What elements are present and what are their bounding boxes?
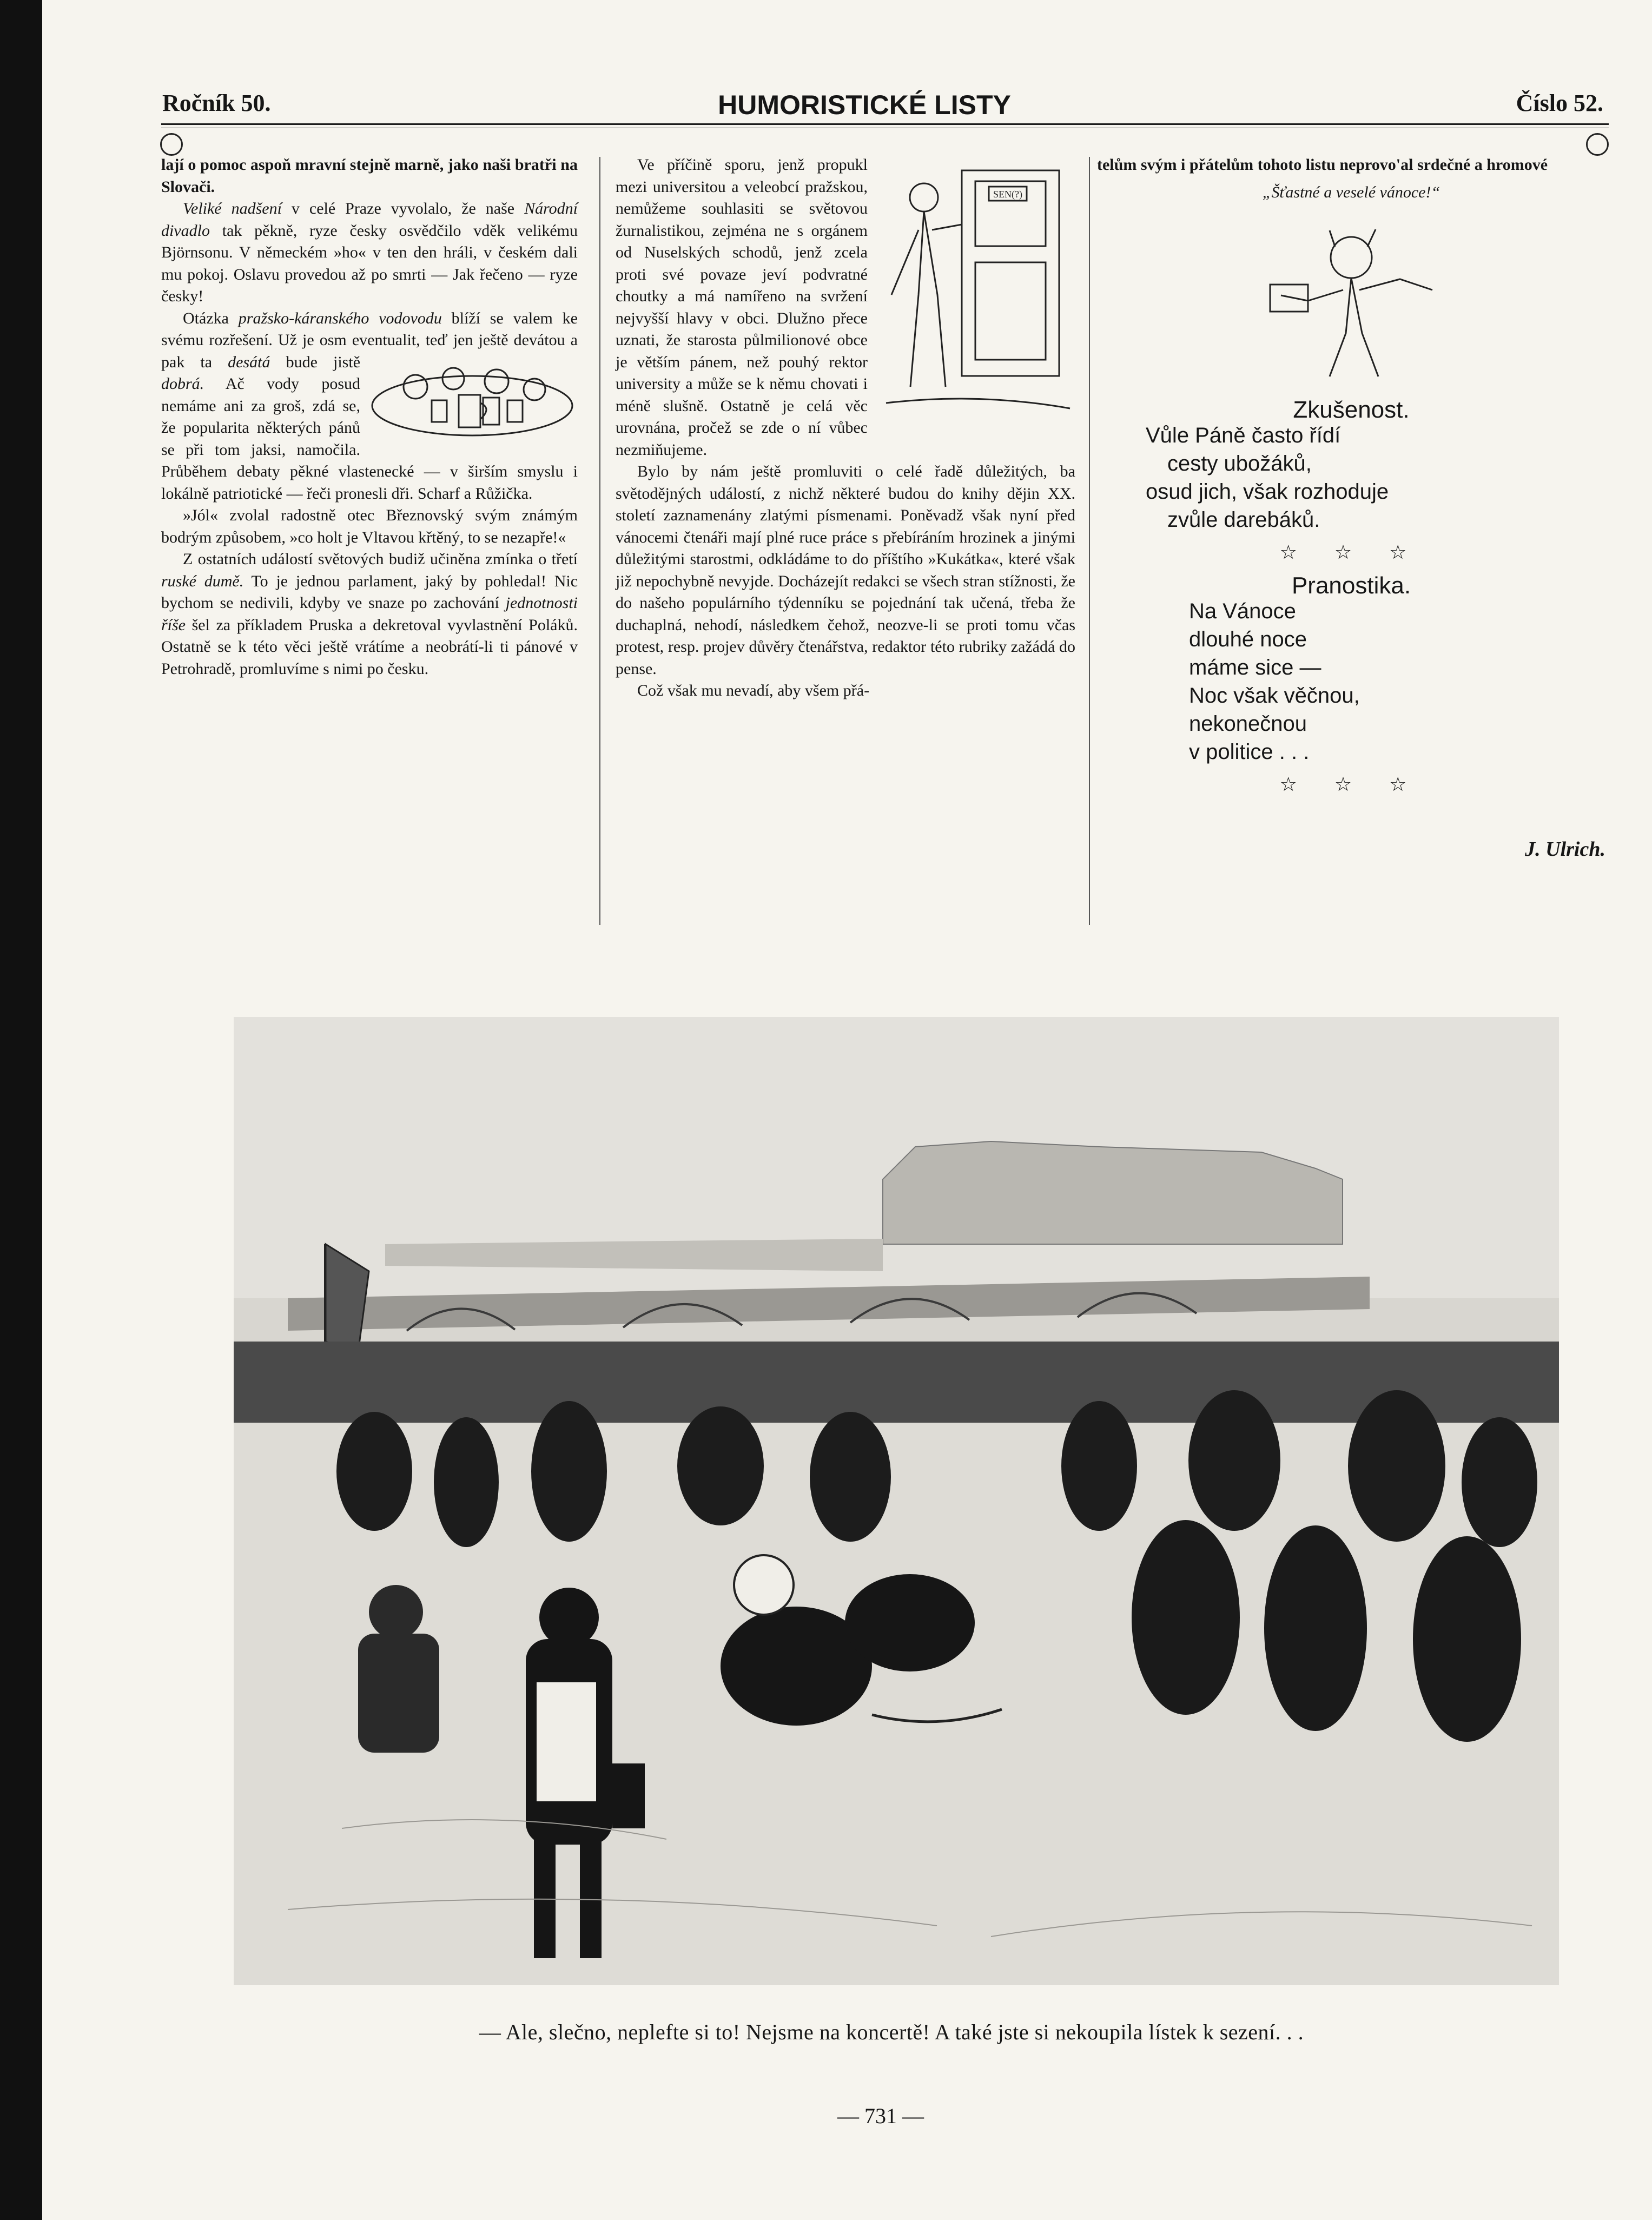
paragraph: »Jól« zvolal radostně otec Březnovský svým známým bodrým způsobem, »co holt je Vltavou křtěný, to se nezapře!« <box>161 506 578 546</box>
author-signature: J. Ulrich. <box>1525 838 1605 861</box>
poem-line: cesty ubožáků, <box>1167 451 1312 475</box>
column-divider <box>1089 157 1090 925</box>
poem <box>1189 597 1605 766</box>
drinkers-illustration <box>367 357 578 444</box>
ornament-icon <box>1586 133 1609 156</box>
poem-line: Noc však věčnou, <box>1189 683 1360 708</box>
poem-line: Vůle Páně často řídí <box>1146 423 1341 447</box>
volume-label: Ročník 50. <box>162 90 271 116</box>
poem-line: zvůle darebáků. <box>1167 507 1320 532</box>
paragraph: SEN(?) Ve příčině sporu, jenž propukl mezi universitou a veleobcí pražskou, nemůžeme souhlasiti se světovou žurnalistikou, zejména ne s orgánem od Nuselských schodů, jenž zcela proti své povaze jeví podvratné choutky a má namířeno na svržení nejvyšší hlavy v obci. Dlužno přece uznati, že starosta půlmilionové obce je větším pánem, než pouhý rektor university a může se k němu chovati i méně slušně. Ostatně je celá věc urovnána, pročež se zde o ní vůbec nezmiňujeme. <box>616 154 1075 461</box>
poem-line: máme sice — <box>1189 655 1321 679</box>
column-right <box>1097 154 1605 861</box>
poem-line: Na Vánoce <box>1189 599 1296 623</box>
header-rule <box>161 123 1609 125</box>
paragraph: telům svým i přátelům tohoto listu neprovo'al srdečné a hromové <box>1097 156 1548 174</box>
door-sign: SEN(?) <box>993 189 1022 200</box>
column-left <box>161 154 578 680</box>
poem-line: v politice . . . <box>1189 739 1310 764</box>
separator-stars: ☆ ☆ ☆ <box>1279 773 1423 795</box>
masthead-title: HUMORISTICKÉ LISTY <box>718 90 1011 120</box>
waving-man-illustration <box>1248 214 1454 387</box>
illustration-caption: — Ale, slečno, neplefte si to! Nejsme na koncertě! A také jste si nekoupila lístek k sezení. . . <box>479 2020 1304 2044</box>
newspaper-page <box>42 0 1652 2220</box>
paragraph: Bylo by nám ještě promluviti o celé řadě důležitých, ba světodějných událostí, z nichž některé budou do knihy dějin XX. století zaznamenány zlatými písmenami. Poněvadž však nyní před vánocemi čtenáři mají plné ruce práce s přebíráním hrozinek a jinými důležitými starostmi, odkládáme to do příštího »Kukátka«, které však již nepochybně nevyjde. Docházejít redakci se všech stran stížnosti, že do našeho populárního týdenníku se pojednání tak učená, třeba že duchaplná, nehodí, následkem čehož, neozve-li se proti tomu včas protest, resp. projev důvěry čtenářstva, redaktor této rubriky zažádá do pense. <box>616 463 1075 678</box>
greeting: „Šťastné a veselé vánoce!“ <box>1262 183 1440 201</box>
ornament-icon <box>160 133 183 156</box>
paragraph: Otázka pražsko-káranského vodovodu blíží se valem ke svému rozřešení. Už je osm eventualit, teď jen ještě devátou a pak ta desátá bude jistě dobrá. Ač vody posud nemáme ani za groš, zdá se, že popularita některých pánů se při tom jaksi, namočila. Průběhem debaty pěkné vlastenecké — v širším smyslu i lokálně patriotické — řeči pronesli dři. Scharf a Růžička. <box>161 309 578 503</box>
column-divider <box>599 157 600 925</box>
poem-line: nekonečnou <box>1189 711 1307 736</box>
paragraph: Veliké nadšení v celé Praze vyvolalo, že naše Národní divadlo tak pěkně, ryze česky osvědčilo vděk velikému Björnsonu. V německém »ho« v ten den hráli, v českém dali mu pokoj. Oslavu provedou až po smrti — Jak řečeno — ryze česky! <box>161 200 578 305</box>
paragraph: Což však mu nevadí, aby všem přá- <box>637 682 870 699</box>
door-figure-illustration <box>881 160 1075 419</box>
paragraph: lají o pomoc aspoň mravní stejně marně, jako naši bratři na Slovači. <box>161 156 578 196</box>
page-number: — 731 — <box>837 2104 924 2128</box>
poem-line: dlouhé noce <box>1189 627 1307 651</box>
poem-line: osud jich, však rozhoduje <box>1146 479 1389 504</box>
column-middle <box>616 154 1075 702</box>
skating-illustration <box>234 1017 1559 1985</box>
poem-title: Pranostika. <box>1291 572 1411 599</box>
separator-stars: ☆ ☆ ☆ <box>1279 541 1423 563</box>
issue-label: Číslo 52. <box>1516 90 1603 116</box>
poem <box>1146 421 1605 534</box>
paragraph: Z ostatních událostí světových budiž učiněna zmínka o třetí ruské dumě. To je jednou parlament, jaký by pohledal! Nic bychom se nedivili, kdyby ve snaze po zachování jednotnosti říše šel za příkladem Pruska a dekretoval vyvlastnění Poláků. Ostatně se k této věci ještě vrátíme a neobrátí-li ti pánové v Petrohradě, promluvíme s nimi po česku. <box>161 550 578 678</box>
poem-title: Zkušenost. <box>1293 397 1410 423</box>
